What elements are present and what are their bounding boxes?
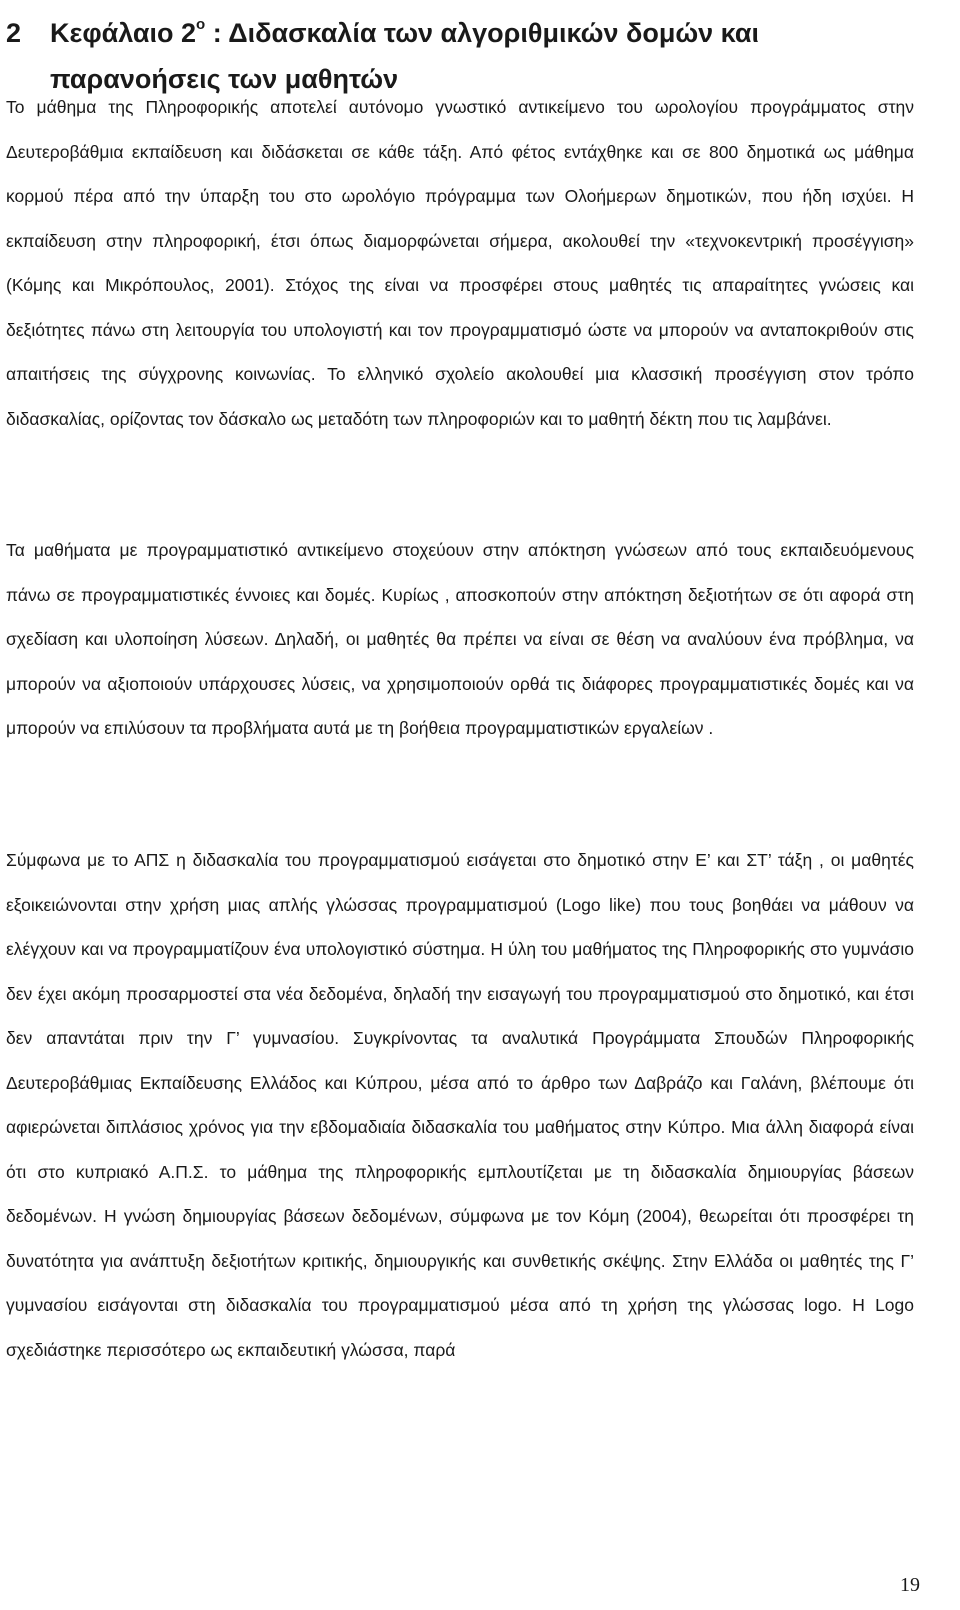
paragraph-intro: Το μάθημα της Πληροφορικής αποτελεί αυτόνομο γνωστικό αντικείμενο του ωρολογίου προγράμματος στην Δευτεροβάθμια εκπαίδευση και διδάσκεται σε κάθε τάξη. Από φέτος εντάχθηκε και σε 800 δημοτικά ως μάθημα κορμού πέρα από την ύπαρξη του στο ωρολόγιο πρόγραμμα των Ολοήμερων δημοτικών, που ήδη ισχύει. Η εκπαίδευση στην πληροφορική, έτσι όπως διαμορφώνεται σήμερα, ακολουθεί την «τεχνοκεντρική προσέγγιση» (Κόμης και Μικρόπουλος, 2001). Στόχος της είναι να προσφέρει στους μαθητές τις απαραίτητες γνώσεις και δεξιότητες πάνω στη λειτουργία του υπολογιστή και τον προγραμματισμό ώστε να μπορούν να ανταποκριθούν στις απαιτήσεις της σύγχρονης κοινωνίας. Το ελληνικό σχολείο ακολουθεί μια κλασσική προσέγγιση στον τρόπο διδασκαλίας, ορίζοντας τον δάσκαλο ως μεταδότη των πληροφοριών και το μαθητή δέκτη που τις λαμβάνει. — [6, 97, 914, 429]
chapter-superscript: ο — [196, 16, 206, 33]
chapter-title-prefix: Κεφάλαιο 2 — [50, 18, 197, 48]
chapter-number: 2 — [6, 18, 22, 48]
chapter-title-line1: : Διδασκαλία των αλγοριθμικών δομών και — [205, 18, 759, 48]
paragraph-curriculum: Σύμφωνα με το ΑΠΣ η διδασκαλία του προγραμματισμού εισάγεται στο δημοτικό στην Ε’ και ΣΤ’ τάξη , οι μαθητές εξοικειώνονται στην χρήση μιας απλής γλώσσας προγραμματισμού (Logo like) που τους βοηθάει να μάθουν να ελέγχουν και να προγραμματίζουν ένα υπολογιστικό σύστημα. Η ύλη του μαθήματος της Πληροφορικής στο γυμνάσιο δεν έχει ακόμη προσαρμοστεί στα νέα δεδομένα, δηλαδή την εισαγωγή του προγραμματισμού στο δημοτικό, και έτσι δεν απαντάται πριν την Γ’ γυμνασίου. Συγκρίνοντας τα αναλυτικά Προγράμματα Σπουδών Πληροφορικής Δευτεροβάθμιας Εκπαίδευσης Ελλάδος και Κύπρου, μέσα από το άρθρο των Δαβράζο και Γαλάνη, βλέπουμε ότι αφιερώνεται διπλάσιος χρόνος για την εβδομαδιαία διδασκαλία του μαθήματος στην Κύπρο. Μια άλλη διαφορά είναι ότι στο κυπριακό Α.Π.Σ. το μάθημα της πληροφορικής εμπλουτίζεται με τη διδασκαλία δημιουργίας βάσεων δεδομένων. Η γνώση δημιουργίας βάσεων δεδομένων, σύμφωνα με τον Κόμη (2004), θεωρείται ότι προσφέρει τη δυνατότητα για ανάπτυξη δεξιοτήτων κριτικής, δημιουργικής και συνθετικής σκέψης. Στην Ελλάδα οι μαθητές της Γ’ γυμνασίου εισάγονται στη διδασκαλία του προγραμματισμού μέσα από τη χρήση της γλώσσας logo. Η Logo σχεδιάστηκε περισσότερο ως εκπαιδευτική γλώσσα, παρά — [6, 850, 914, 1360]
page-number: 19 — [900, 1574, 920, 1596]
paragraph-programming-goals: Τα μαθήματα με προγραμματιστικό αντικείμενο στοχεύουν στην απόκτηση γνώσεων από τους εκπαιδευόμενους πάνω σε προγραμματιστικές έννοιες και δομές. Κυρίως , αποσκοπούν στην απόκτηση δεξιοτήτων σε ότι αφορά στη σχεδίαση και υλοποίηση λύσεων. Δηλαδή, οι μαθητές θα πρέπει να είναι σε θέση να αναλύουν ένα πρόβλημα, να μπορούν να αξιοποιούν υπάρχουσες λύσεις, να χρησιμοποιούν ορθά τις διάφορες προγραμματιστικές δομές και να μπορούν να επιλύσουν τα προβλήματα αυτά με τη βοήθεια προγραμματιστικών εργαλείων . — [6, 540, 914, 738]
chapter-title-line2: παρανοήσεις των μαθητών — [50, 64, 399, 94]
